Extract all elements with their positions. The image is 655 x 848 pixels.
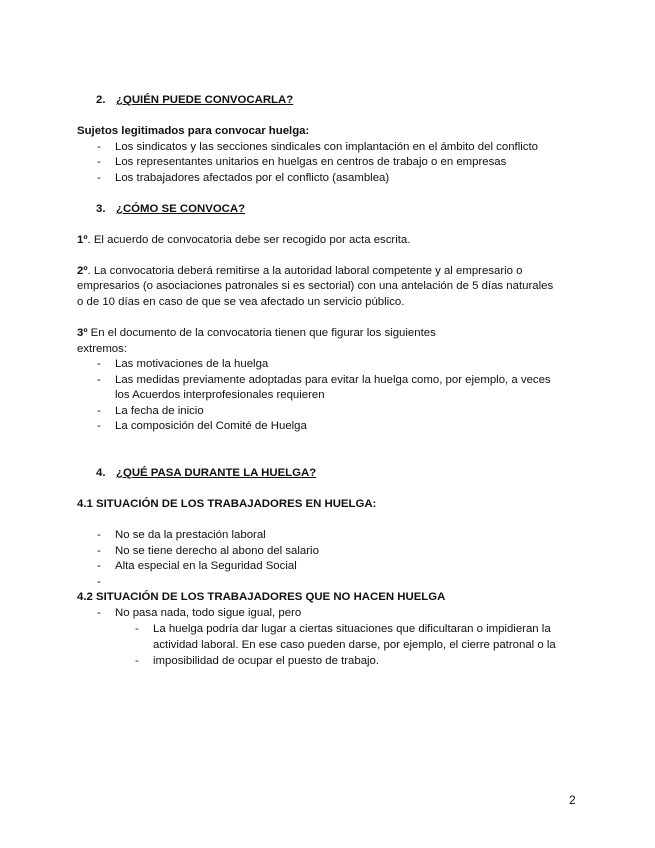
section-3-number: 3. (96, 203, 106, 215)
subsection-4-1-title: 4.1 SITUACIÓN DE LOS TRABAJADORES EN HUELGA: (77, 498, 377, 510)
nested-list-item: - La huelga podría dar lugar a ciertas situaciones que dificultaran o impidieran la (135, 623, 551, 635)
section-4-number: 4. (96, 467, 106, 479)
nested-list-item: - imposibilidad de ocupar el puesto de trabajo. (135, 655, 380, 667)
section-3-title: ¿CÓMO SE CONVOCA? (116, 203, 246, 215)
paragraph-3-line: 3º En el documento de la convocatoria tienen que figurar los siguientes (77, 327, 436, 339)
list-item: - Los sindicatos y las secciones sindicales con implantación en el ámbito del conflicto (97, 141, 538, 153)
section-2-title: ¿QUIÉN PUEDE CONVOCARLA? (116, 94, 294, 106)
list-item: - No se da la prestación laboral (97, 529, 266, 541)
list-item: - No pasa nada, todo sigue igual, pero (97, 607, 302, 619)
list-item: - Las medidas previamente adoptadas para evitar la huelga como, por ejemplo, a veces (97, 374, 551, 386)
section-2-number: 2. (96, 94, 106, 106)
list-item-continuation: los Acuerdos interprofesionales requieren (115, 389, 325, 401)
list-item: - Las motivaciones de la huelga (97, 358, 269, 370)
section-2-heading (96, 93, 293, 107)
section-4-heading (96, 466, 316, 480)
list-item: - Alta especial en la Seguridad Social (97, 560, 297, 572)
paragraph-2-line: empresarios (o asociaciones patronales si es sectorial) con una antelación de 5 días naturales (77, 280, 554, 292)
paragraph-1: 1º. El acuerdo de convocatoria debe ser recogido por acta escrita. (77, 234, 411, 246)
subsection-4-2-title: 4.2 SITUACIÓN DE LOS TRABAJADORES QUE NO HACEN HUELGA (77, 591, 446, 603)
section-3-heading (96, 202, 245, 216)
nested-list-continuation: actividad laboral. En ese caso pueden darse, por ejemplo, el cierre patronal o la (153, 639, 556, 651)
list-item: - Los trabajadores afectados por el conflicto (asamblea) (97, 172, 390, 184)
paragraph-2-line: o de 10 días en caso de que se vea afectado un servicio público. (77, 296, 405, 308)
paragraph-2-line: 2º. La convocatoria deberá remitirse a la autoridad laboral competente y al empresario o (77, 265, 523, 277)
list-item: - Los representantes unitarios en huelgas en centros de trabajo o en empresas (97, 156, 507, 168)
list-item: - No se tiene derecho al abono del salario (97, 545, 319, 557)
list-item: - La fecha de inicio (97, 405, 204, 417)
page-number: 2 (569, 793, 576, 807)
section-2-subtitle: Sujetos legitimados para convocar huelga: (77, 125, 310, 137)
paragraph-3-line: extremos: (77, 343, 128, 355)
section-4-title: ¿QUÉ PASA DURANTE LA HUELGA? (116, 467, 317, 479)
list-item: - La composición del Comité de Huelga (97, 420, 307, 432)
document-page: 2. ¿QUIÉN PUEDE CONVOCARLA? Sujetos legitimados para convocar huelga: - Los sindicatos y las secciones sindicales con implantación en el ámbito del conflicto - Los representantes unitarios en huelgas en centros de trabajo o en empresas - Los trabajadores afectados por el conflicto (asamblea) 3. ¿CÓMO SE CONVOCA? 1º. El acuerdo de convocatoria debe ser recogido por acta escrita. 2º. La convocatoria deberá remitirse a la autoridad laboral competente y al empresario o empresarios (o asociaciones patronales si es sectorial) con una antelación de 5 días naturales o de 10 días en caso de que se vea afectado un servicio público. 3º En el documento de la convocatoria tienen que figurar los siguientes extremos: - Las motivaciones de la huelga - Las medidas previamente adoptadas para evitar la huelga como, por ejemplo, a veces los Acuerdos interprofesionales requieren - La fecha de inicio - La composición del Comité de Huelga 4. ¿QUÉ PASA DURANTE LA HUELGA? 4.1 SITUACIÓN DE LOS TRABAJADORES EN HUELGA: - No se da la prestación laboral - No se tiene derecho al abono del salario - Alta especial en la Seguridad Social - 4.2 SITUACIÓN DE LOS TRABAJADORES QUE NO HACEN HUELGA - No pasa nada, todo sigue igual, pero - La huelga podría dar lugar a ciertas situaciones que dificultaran o impidieran la actividad laboral. En ese caso pueden darse, por ejemplo, el cierre patronal o la - imposibilidad de ocupar el puesto de trabajo. 2 (77, 94, 576, 807)
